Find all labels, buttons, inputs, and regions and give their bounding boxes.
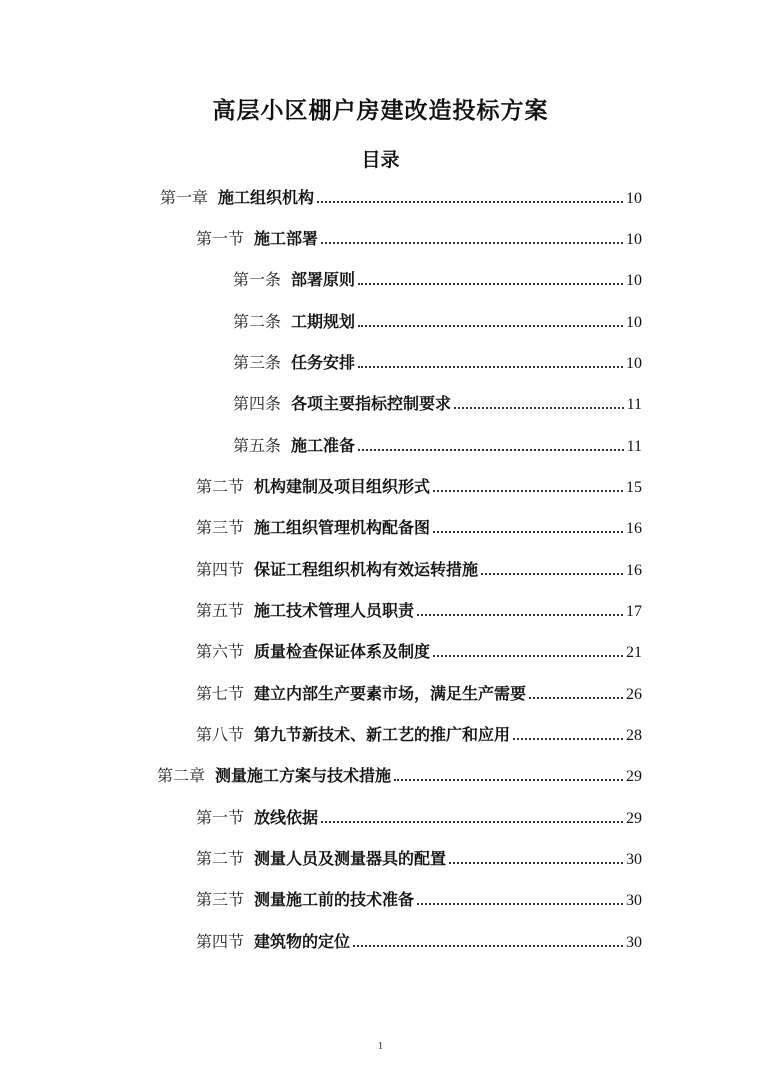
toc-entry-title: 测量人员及测量器具的配置 bbox=[254, 849, 447, 868]
toc-entry-chapter-1[interactable] bbox=[160, 178, 642, 208]
toc-entry-title: 建筑物的定位 bbox=[254, 932, 351, 951]
toc-entry-page: 26 bbox=[626, 686, 642, 703]
dot-leader bbox=[417, 903, 623, 905]
toc-entry-label: 第四节 bbox=[196, 560, 245, 579]
toc-entry-label: 第二条 bbox=[233, 312, 282, 331]
toc-entry-section[interactable] bbox=[196, 715, 642, 745]
toc-entry-section[interactable] bbox=[196, 798, 642, 828]
toc-entry-label: 第二节 bbox=[196, 849, 245, 868]
toc-entry-title: 机构建制及项目组织形式 bbox=[254, 477, 431, 496]
toc-entry-page: 28 bbox=[626, 727, 642, 744]
toc-entry-title: 施工组织管理机构配备图 bbox=[254, 518, 431, 537]
toc-entry-article[interactable] bbox=[233, 384, 642, 414]
dot-leader bbox=[317, 201, 623, 203]
toc-entry-page: 10 bbox=[626, 314, 642, 331]
dot-leader bbox=[454, 407, 624, 409]
toc-entry-label: 第四节 bbox=[196, 932, 245, 951]
toc-entry-title: 施工组织机构 bbox=[218, 188, 315, 207]
toc-entry-chapter-2[interactable] bbox=[157, 756, 642, 786]
dot-leader bbox=[358, 366, 623, 368]
toc-entry-title: 保证工程组织机构有效运转措施 bbox=[254, 560, 479, 579]
toc-entry-title: 测量施工方案与技术措施 bbox=[215, 766, 392, 785]
toc-entry-label: 第一节 bbox=[196, 229, 245, 248]
toc-entry-page: 10 bbox=[626, 231, 642, 248]
toc-entry-label: 第三节 bbox=[196, 518, 245, 537]
toc-entry-section[interactable] bbox=[196, 880, 642, 910]
toc-entry-page: 10 bbox=[626, 272, 642, 289]
toc-entry-article[interactable] bbox=[233, 426, 642, 456]
toc-entry-label: 第一节 bbox=[196, 808, 245, 827]
toc-entry-title: 施工部署 bbox=[254, 229, 319, 248]
toc-entry-label: 第三节 bbox=[196, 890, 245, 909]
toc-entry-label: 第五条 bbox=[233, 436, 282, 455]
toc-entry-section[interactable] bbox=[196, 591, 642, 621]
toc-entry-label: 第一章 bbox=[160, 188, 209, 207]
toc-entry-page: 10 bbox=[626, 190, 642, 207]
toc-entry-label: 第六节 bbox=[196, 642, 245, 661]
dot-leader bbox=[358, 283, 623, 285]
toc-entry-title: 质量检查保证体系及制度 bbox=[254, 642, 431, 661]
toc-entry-page: 30 bbox=[626, 851, 642, 868]
toc-entry-label: 第二节 bbox=[196, 477, 245, 496]
toc-entry-page: 30 bbox=[626, 892, 642, 909]
dot-leader bbox=[358, 325, 623, 327]
toc-entry-page: 21 bbox=[626, 644, 642, 661]
dot-leader bbox=[358, 449, 624, 451]
toc-entry-title: 测量施工前的技术准备 bbox=[254, 890, 415, 909]
toc-entry-title: 施工技术管理人员职责 bbox=[254, 601, 415, 620]
dot-leader bbox=[433, 655, 623, 657]
toc-entry-section[interactable] bbox=[196, 550, 642, 580]
dot-leader bbox=[433, 490, 623, 492]
toc-entry-label: 第八节 bbox=[196, 725, 245, 744]
dot-leader bbox=[529, 697, 623, 699]
toc-entry-section[interactable] bbox=[196, 632, 642, 662]
toc-entry-page: 15 bbox=[626, 479, 642, 496]
toc-entry-page: 29 bbox=[626, 768, 642, 785]
toc-entry-section[interactable] bbox=[196, 508, 642, 538]
toc-entry-label: 第七节 bbox=[196, 684, 245, 703]
toc-entry-section[interactable] bbox=[196, 219, 642, 249]
toc-entry-label: 第三条 bbox=[233, 353, 282, 372]
toc-entry-title: 放线依据 bbox=[254, 808, 319, 827]
dot-leader bbox=[417, 614, 623, 616]
toc-entry-page: 16 bbox=[626, 562, 642, 579]
dot-leader bbox=[433, 531, 623, 533]
dot-leader bbox=[353, 945, 623, 947]
toc-entry-page: 11 bbox=[626, 396, 642, 413]
toc-entry-title: 施工准备 bbox=[291, 436, 356, 455]
toc-entry-label: 第四条 bbox=[233, 394, 282, 413]
dot-leader bbox=[449, 862, 623, 864]
page-number: 1 bbox=[377, 1040, 384, 1052]
toc-heading: 目录 bbox=[361, 149, 400, 171]
toc-entry-section[interactable] bbox=[196, 467, 642, 497]
toc-entry-label: 第一条 bbox=[233, 270, 282, 289]
toc-entry-page: 29 bbox=[626, 810, 642, 827]
toc-entry-page: 17 bbox=[626, 603, 642, 620]
toc-entry-title: 工期规划 bbox=[291, 312, 356, 331]
toc-entry-title: 任务安排 bbox=[291, 353, 356, 372]
toc-entry-article[interactable] bbox=[233, 260, 642, 290]
document-title: 高层小区棚户房建改造投标方案 bbox=[212, 98, 549, 124]
toc-entry-title: 建立内部生产要素市场，满足生产需要 bbox=[254, 684, 527, 703]
dot-leader bbox=[481, 573, 623, 575]
toc-entry-section[interactable] bbox=[196, 922, 642, 952]
toc-entry-label: 第五节 bbox=[196, 601, 245, 620]
toc-entry-article[interactable] bbox=[233, 302, 642, 332]
toc-entry-section[interactable] bbox=[196, 839, 642, 869]
toc-entry-article[interactable] bbox=[233, 343, 642, 373]
toc-entry-page: 16 bbox=[626, 520, 642, 537]
toc-entry-page: 11 bbox=[626, 438, 642, 455]
toc-entry-title: 各项主要指标控制要求 bbox=[291, 394, 452, 413]
toc-entry-label: 第二章 bbox=[157, 766, 206, 785]
toc-entry-page: 10 bbox=[626, 355, 642, 372]
dot-leader bbox=[321, 821, 623, 823]
toc-entry-title: 第九节新技术、新工艺的推广和应用 bbox=[254, 725, 511, 744]
dot-leader bbox=[321, 242, 623, 244]
dot-leader bbox=[394, 779, 623, 781]
dot-leader bbox=[513, 738, 623, 740]
toc-entry-title: 部署原则 bbox=[291, 270, 356, 289]
toc-entry-page: 30 bbox=[626, 934, 642, 951]
toc-entry-section[interactable] bbox=[196, 674, 642, 704]
